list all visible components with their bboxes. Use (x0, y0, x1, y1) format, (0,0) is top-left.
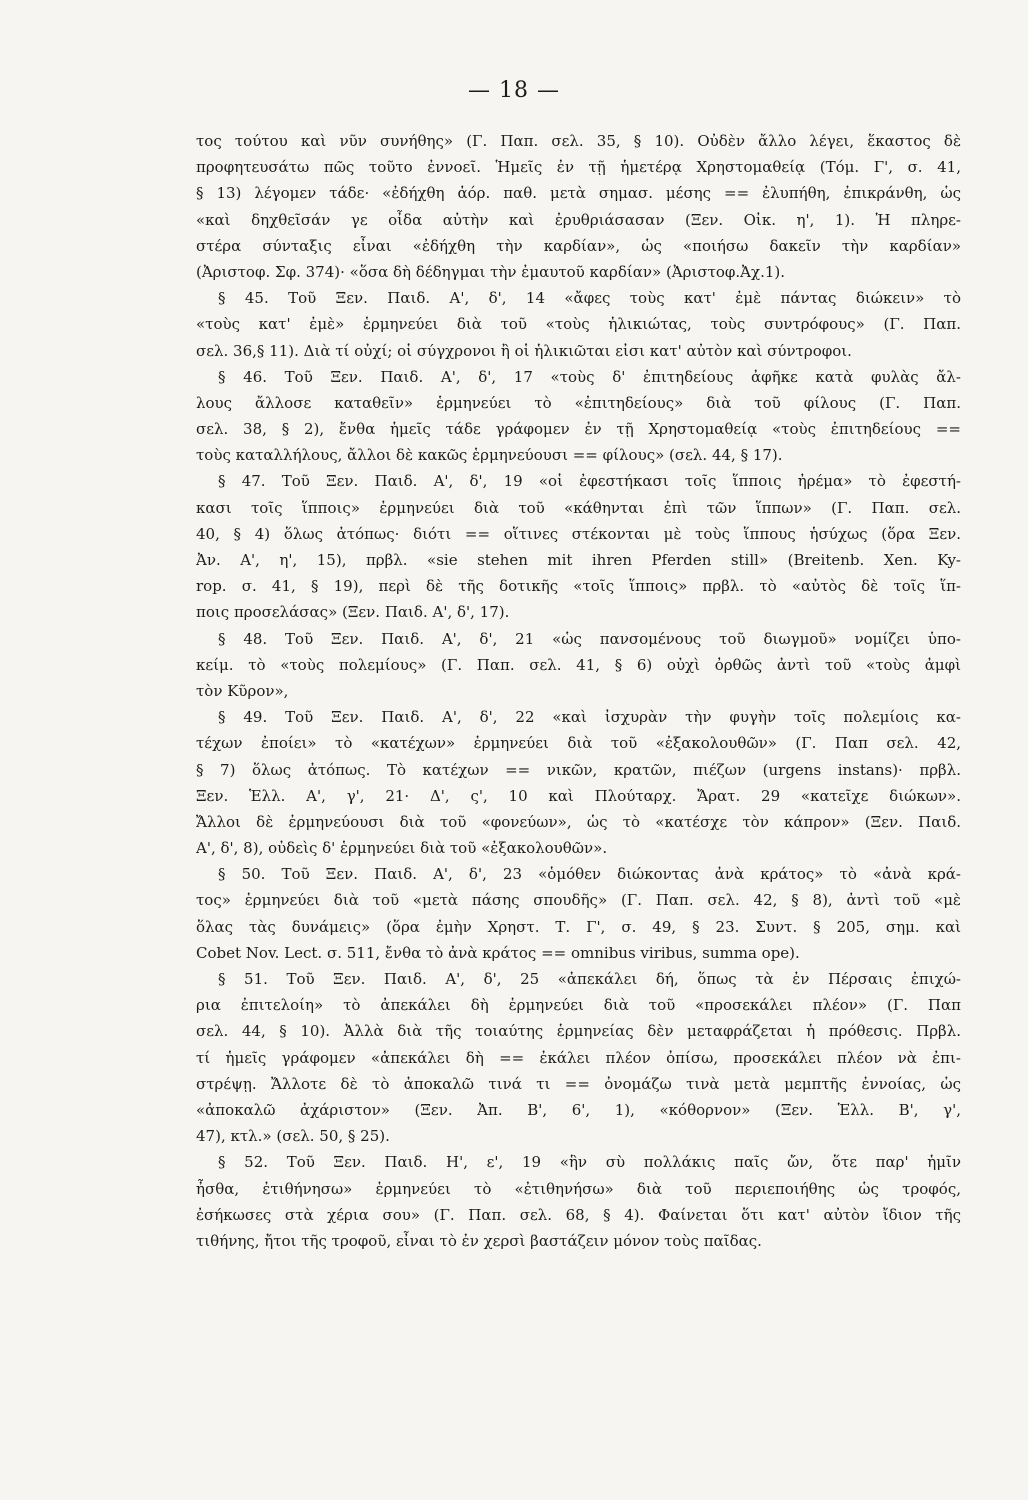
text-line: ἦσθα, ἐτιθήνησω» ἑρμηνεύει τὸ «ἐτιθηνήσω» διὰ τοῦ περιεποιήθης ὡς τροφός, (196, 1179, 961, 1198)
text-line: § 48. Τοῦ Ξεν. Παιδ. Α', δ', 21 «ὡς πανσομένους τοῦ διωγμοῦ» νομίζει ὑπο- (218, 629, 961, 648)
text-line: σελ. 38, § 2), ἔνθα ἡμεῖς τάδε γράφομεν ἐν τῇ Χρηστομαθείᾳ «τοὺς ἐπιτηδείους == (196, 420, 961, 439)
text-line: στρέψῃ. Ἄλλοτε δὲ τὸ ἀποκαλῶ τινά τι == ὀνομάζω τινὰ μετὰ μεμπτῆς ἐννοίας, ὡς (196, 1074, 961, 1093)
text-line: λους ἄλλοσε καταθεῖν» ἑρμηνεύει τὸ «ἐπιτηδείους» διὰ τοῦ φίλους (Γ. Παπ. (196, 393, 961, 412)
text-line: ρια ἐπιτελοίη» τὸ ἀπεκάλει δὴ ἑρμηνεύει διὰ τοῦ «προσεκάλει πλέον» (Γ. Παπ (196, 996, 961, 1015)
text-line: rop. σ. 41, § 19), περὶ δὲ τῆς δοτικῆς «τοῖς ἵπποις» πρβλ. τὸ «αὐτὸς δὲ τοῖς ἵπ- (196, 577, 961, 596)
text-line: 40, § 4) ὅλως ἀτόπως· διότι == οἵτινες στέκονται μὲ τοὺς ἵππους ἡσύχως (ὅρα Ξεν. (196, 524, 961, 543)
text-line: σελ. 36,§ 11). Διὰ τί οὐχί; οἱ σύγχρονοι ἢ οἱ ἡλικιῶται εἰσι κατ' αὐτὸν καὶ σύντροφοι. (196, 341, 852, 360)
text-line: Ἄλλοι δὲ ἑρμηνεύουσι διὰ τοῦ «φονεύων», ὡς τὸ «κατέσχε τὸν κάπρον» (Ξεν. Παιδ. (196, 812, 961, 831)
text-line: τος» ἑρμηνεύει διὰ τοῦ «μετὰ πάσης σπουδῆς» (Γ. Παπ. σελ. 42, § 8), ἀντὶ τοῦ «μὲ (196, 891, 961, 910)
text-line: σελ. 44, § 10). Ἀλλὰ διὰ τῆς τοιαύτης ἑρμηνείας δὲν μεταφράζεται ἡ πρόθεσις. Πρβλ. (196, 1022, 961, 1041)
text-line: § 45. Τοῦ Ξεν. Παιδ. Α', δ', 14 «ἄφες τοὺς κατ' ἐμὲ πάντας διώκειν» τὸ (218, 289, 961, 308)
text-line: τί ἡμεῖς γράφομεν «ἀπεκάλει δὴ == ἐκάλει πλέον ὀπίσω, προσεκάλει πλέον νὰ ἐπι- (196, 1048, 961, 1067)
text-line: § 47. Τοῦ Ξεν. Παιδ. Α', δ', 19 «οἱ ἐφεστήκασι τοῖς ἵπποις ἠρέμα» τὸ ἐφεστή- (218, 472, 961, 491)
text-line: § 46. Τοῦ Ξεν. Παιδ. Α', δ', 17 «τοὺς δ' ἐπιτηδείους ἀφῆκε κατὰ φυλὰς ἄλ- (218, 367, 961, 386)
text-line: Cobet Nov. Lect. σ. 511, ἔνθα τὸ ἀνὰ κράτος == omnibus viribus, summa ope). (196, 943, 800, 962)
text-line: τιθήνης, ἤτοι τῆς τροφοῦ, εἶναι τὸ ἐν χερσὶ βαστάζειν μόνον τοὺς παῖδας. (196, 1231, 762, 1250)
text-line: τὸν Κῦρον», (196, 681, 289, 700)
text-line: § 49. Τοῦ Ξεν. Παιδ. Α', δ', 22 «καὶ ἰσχυρὰν τὴν φυγὴν τοῖς πολεμίοις κα- (218, 708, 961, 727)
page-number: — 18 — (468, 78, 560, 103)
text-line: «τοὺς κατ' ἐμὲ» ἑρμηνεύει διὰ τοῦ «τοὺς ἡλικιώτας, τοὺς συντρόφους» (Γ. Παπ. (196, 315, 961, 334)
text-line: (Ἀριστοφ. Σφ. 374)· «ὅσα δὴ δέδηγμαι τὴν ἐμαυτοῦ καρδίαν» (Ἀριστοφ.Ἀχ.1). (196, 262, 786, 281)
text-line: τος τούτου καὶ νῦν συνήθης» (Γ. Παπ. σελ. 35, § 10). Οὐδὲν ἄλλο λέγει, ἕκαστος δὲ (196, 132, 961, 150)
text-line: 47), κτλ.» (σελ. 50, § 25). (196, 1127, 390, 1146)
text-line: ὅλας τὰς δυνάμεις» (ὅρα ἐμὴν Χρηστ. Τ. Γ', σ. 49, § 23. Συντ. § 205, σημ. καὶ (196, 917, 961, 936)
text-line: τέχων ἐποίει» τὸ «κατέχων» ἑρμηνεύει διὰ τοῦ «ἐξακολουθῶν» (Γ. Παπ σελ. 42, (196, 734, 961, 753)
text-line: ἐσήκωσες στὰ χέρια σου» (Γ. Παπ. σελ. 68, § 4). Φαίνεται ὅτι κατ' αὐτὸν ἴδιον τῆς (196, 1205, 961, 1224)
text-line: προφητευσάτω πῶς τοῦτο ἐννοεῖ. Ἡμεῖς ἐν τῇ ἡμετέρᾳ Χρηστομαθείᾳ (Τόμ. Γ', σ. 41, (196, 158, 961, 177)
text-line: στέρα σύνταξις εἶναι «ἐδήχθη τὴν καρδίαν», ὡς «ποιήσω δακεῖν τὴν καρδίαν» (196, 236, 961, 255)
text-line: τοὺς καταλλήλους, ἄλλοι δὲ κακῶς ἑρμηνεύουσι == φίλους» (σελ. 44, § 17). (196, 446, 783, 465)
text-line: § 52. Τοῦ Ξεν. Παιδ. Η', ε', 19 «ἣν σὺ πολλάκις παῖς ὤν, ὅτε παρ' ἡμῖν (218, 1153, 961, 1172)
text-line: § 50. Τοῦ Ξεν. Παιδ. Α', δ', 23 «ὁμόθεν διώκοντας ἀνὰ κράτος» τὸ «ἀνὰ κρά- (218, 865, 961, 884)
text-line: κασι τοῖς ἵπποις» ἑρμηνεύει διὰ τοῦ «κάθηνται ἐπὶ τῶν ἵππων» (Γ. Παπ. σελ. (196, 498, 961, 517)
body-text (196, 128, 961, 1254)
text-line: Α', δ', 8), οὐδεὶς δ' ἑρμηνεύει διὰ τοῦ «ἐξακολουθῶν». (196, 839, 608, 858)
text-line: ποις προσελάσας» (Ξεν. Παιδ. Α', δ', 17). (196, 603, 510, 622)
text-line: κείμ. τὸ «τοὺς πολεμίους» (Γ. Παπ. σελ. 41, § 6) οὐχὶ ὀρθῶς ἀντὶ τοῦ «τοὺς ἀμφὶ (196, 655, 961, 674)
text-line: «καὶ δηχθεῖσάν γε οἶδα αὐτὴν καὶ ἐρυθριάσασαν (Ξεν. Οἰκ. η', 1). Ἡ πληρε- (196, 210, 961, 229)
text-line: § 13) λέγομεν τάδε· «ἐδήχθη ἀόρ. παθ. μετὰ σημασ. μέσης == ἐλυπήθη, ἐπικράνθη, ὡς (196, 184, 961, 203)
text-line: Ξεν. Ἑλλ. Α', γ', 21· Δ', ς', 10 καὶ Πλούταρχ. Ἄρατ. 29 «κατεῖχε διώκων». (196, 786, 961, 805)
text-line: § 7) ὅλως ἀτόπως. Τὸ κατέχων == νικῶν, κρατῶν, πιέζων (urgens instans)· πρβλ. (196, 760, 961, 779)
text-line: «ἀποκαλῶ ἀχάριστον» (Ξεν. Ἀπ. Β', 6', 1), «κόθορνον» (Ξεν. Ἑλλ. Β', γ', (196, 1100, 961, 1119)
text-line: Ἀν. Α', η', 15), πρβλ. «sie stehen mit ihren Pferden still» (Breitenb. Xen. Ky- (196, 551, 961, 569)
text-line: § 51. Τοῦ Ξεν. Παιδ. Α', δ', 25 «ἀπεκάλει δή, ὅπως τὰ ἐν Πέρσαις ἐπιχώ- (218, 970, 961, 988)
